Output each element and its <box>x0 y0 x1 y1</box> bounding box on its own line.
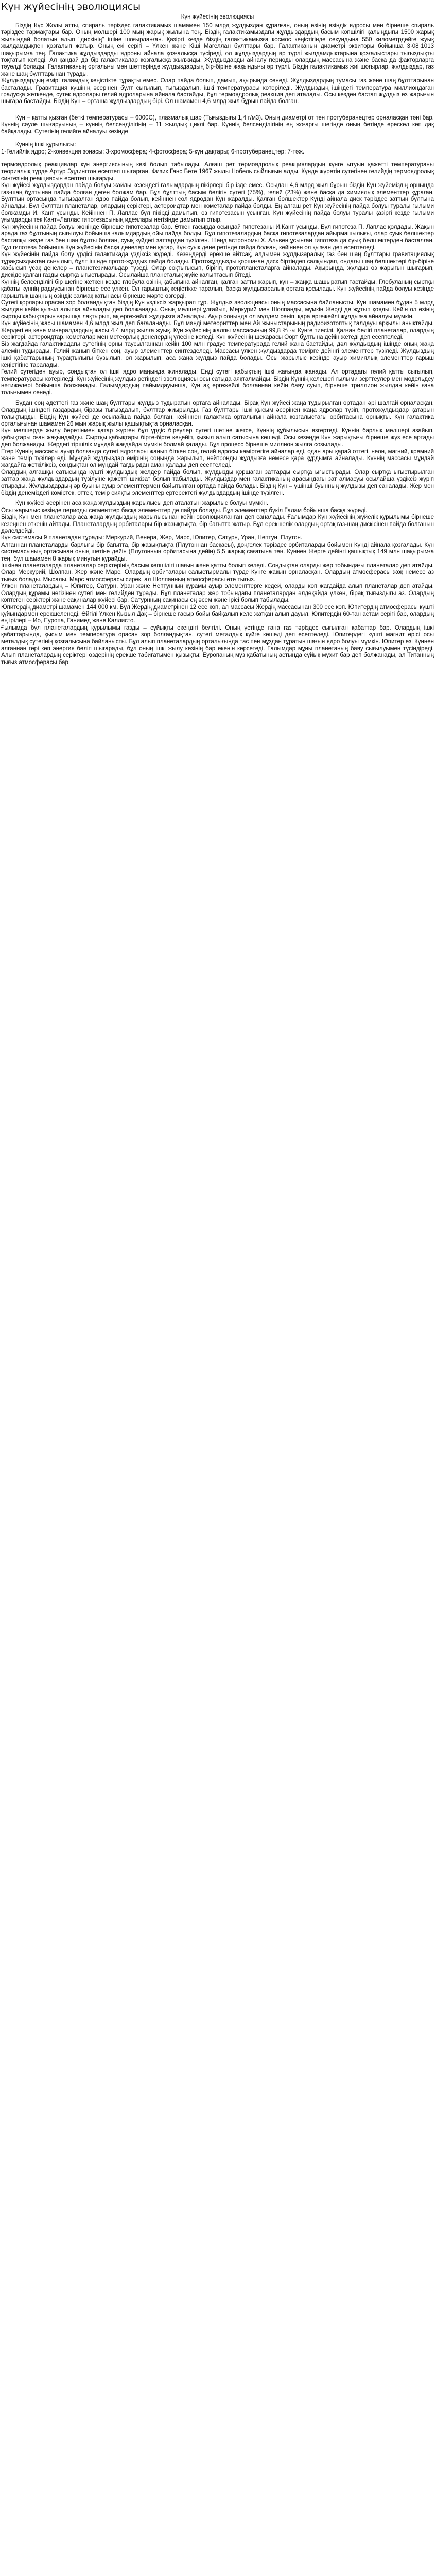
body-paragraph: Осы жарылыс кезінде периоды сегменттер басқа элементтер де пайда болады. Бұл элементтер бүкіл Ғалам бойынша басқа жүреді. <box>1 507 368 514</box>
body-paragraph: Күн мөлшерде жылу беретінмен қатар жүрген бұл үрдіс біреулер сутегі шетіне жетсе, Күннің құбылысын өзгертеді. Күннің барлық мөлшері азайып, қабықтары оған жақындайды. Сыртқы қабықтары бірте-бірте кеңейіп, қызыл алып сатысына көшеді. Осы кезеңде Күн жарықтығы бірнеше жүз есе артады деп болжанады. Жердегі тіршілік мұндай жағдайда мүмкін болмай қалады. Бұл процесс бірнеше миллион жылға созылады. <box>1 428 434 448</box>
body-paragraph: 1-Гелийлік ядро; 2-конвекция зонасы; 3-хромосфера; 4-фотосфера; 5-күн дақтары; 6-протуберанецтер; 7-тәж. <box>1 148 305 155</box>
body-paragraph: Олардың алғашқы сатысында күшті жұлдыздық желдер пайда болып, жұлдызды қоршаған заттарды сыртқа ығыстырады. Олар сыртқа ығыстырылған заттар жаңа жұлдыздардың түзілуіне қажетті шикізат болып табылады. Жұлдыздар мен галактиканың арасындағы зат алмасуы осылайша үздіксіз жүріп отырады. Жұлдыздардың әр буыны ауыр элементтермен байытылған ортада пайда болады. Біздің Күн – үшінші буынның жұлдызы деп саналады. Жер мен біздің денеміздегі көміртек, оттек, темір сияқты элементтер ертеректегі жұлдыздардың ішінде түзілген. <box>1 469 434 496</box>
body-paragraph: Сутегі қорлары орасан зор болғандықтан біздің Күн үздіксіз жарқырап тұр. Жұлдыз эволюциясы оның массасына байланысты. Күн шамамен бұдан 5 млрд жылдан кейін қызыл алыпқа айналады деп болжанады. Оның мөлшері ұлғайып, Меркурий мен Шолпанды, мүмкін Жерді де жұтып қояды. Кейін ол өзінің сыртқы қабықтарын ғарышқа лақтырып, ақ ергежейлі жұлдызға айналады. Ақыр соңында ол мүлдем сөніп, қара ергежейлі жұлдызға айналуы мүмкін. <box>1 300 434 320</box>
paragraph-spacer <box>1 106 434 115</box>
body-paragraph: Күн жүйесінің пайда болуы жөнінде бірнеше гипотезалар бар. Өткен ғасырда осындай гипотезаны И.Кант ұсынды. Бұл гипотеза П. Лаплас қолдады. Жақын арада газ бұлтының сығылуы бойынша ғалымдардың ойы пайда болды. Бұл гипотезалардың басқа гипотезалардан айырмашылығы, олар суық бөлшектер бастапқы кезде газ бен шаң бұлты болған, суық күйдегі заттардан түзілген. Шеңд астрономы Х. Альвен ұсынған гипотеза да суық бөлшектерден басталған. Бұл гипотеза бойынша Күн жүйесінің басқа денелерімен қатар, Күн суық дене ретінде пайда болған, кейіннен ол қызған деп есептеледі. <box>1 224 434 251</box>
body-paragraph: Юпитердің диаметрі шамамен 144 000 км. Бұл Жердің диаметрінен 12 есе көп, ал массасы Жердің массасынан 300 есе көп. Юпитердің атмосферасы күшті құйындармен ерекшеленеді. Әйгілі Үлкен Қызыл Дақ – бірнеше ғасыр бойы байқалып келе жатқан алып дауыл. Юпитердің 60-тан астам серігі бар, олардың ең ірілері – Ио, Еуропа, Ганимед және Каллисто. <box>1 604 434 624</box>
document-page <box>0 0 436 670</box>
page-title: Күн жүйесінің эволюциясы <box>1 1 141 12</box>
body-paragraph: термоядролық реакциялар күн энергиясының көзі болып табылады. Алғаш рет термоядролық реакциялардың күнге ытуын қажетті температураны теориялық түрде Артур Эддингтон есептеп шығарған. Физик Ганс Бете 1967 жылы Нобель сыйлығын алды. Күнде жүретін сутегінен гелийдің термоядролық синтезінің реакциясын есептеп шығарды. <box>1 161 434 182</box>
body-paragraph: Күн жүйесі жұлдыздардан пайда болуы жайлы кезеңдегі ғалымдардың пікірлері бір ізде емес. Осыдан 4,6 млрд жыл бұрын біздің Күн жүйеміздің орнында газ-шаң бұлтынан пайда болған деген болжам бар. Бұл бұлттың басым бөлігін сутегі (75%), гелий (23%) және басқа да химиялық элементтер құраған. Бұлттың ортасында тығыздалған ядро пайда болып, кейіннен сол ядродан Күн жаралды. Қалған бөлшектер Күнді айнала диск тәріздес заттың бұлтына айналды. Бұл бұлттан планеталар, олардың серіктері, астероидтар мен кометалар пайда болды. Ең алғаш рет Күн жүйесінің пайда болуы туралы ғылыми болжамды И. Кант ұсынды. Кейіннен П. Лаплас бұл пікірді дамытып, өз гипотезасын ұсынған. Күн жүйесінің пайда болуы туралы қазіргі кезде ғылыми ұғымдарды тек Кант–Лаплас гипотезасының идеялары негізінде дамытып отыр. <box>1 182 434 224</box>
body-paragraph: Күн жүйесі әсерінен аса жаңа жұлдыздың жарылысы деп аталатын жарылыс болуы мүмкін. <box>15 500 269 507</box>
body-paragraph: Біздің Күс Жолы атты, спираль тәріздес галактикамыз шамамен 150 млрд жұлдыздан құралған, оның өзінің өзіндік ядросы мен бірнеше спираль тәріздес тармақтары бар. Оның мөлшері 100 мың жарық жылына тең. Біздің галактикамыздағы жұлдыздардың басым көпшілігі қалыңдығы 1500 жарық жылындай болатын алып "дискінің" ішіне шоғырланған. Қазіргі кезде біздің галактикамызға космос кеңістігінде секундына 550 километрдейге жуық жылдамдықпен қозғалып жатыр. Оның екі серігі – Үлкен және Кіші Магеллан бұлттары бар. Галактиканың диаметрі эквиторы бойынша 3·08·1013 шақырымға тең. Галактика жұлдыздарды ядроны айнала қозғалысқа түсіреді, ол жұлдыздардың әр түрлі жылдамдықтарына қозғалыстары тығыздықты тоқтатып келеді. Ал қандай да бір галактикалар қозғалысқа жылжиды. Жұлдыздарды айналу периоды олардың массасына және басқа да факторларға тәуелді болады. Галактиканың орталығы мен шеттерінде жұлдыздардың бір-біріне жақындығы әр түрлі. Біздің галактикамыз жиі шоғырлар, жұлдыздар, газ және шаң бұлттарынан тұрады. <box>1 23 434 77</box>
body-paragraph: Күн жүйесінің пайда болу үрдісі галактикада үздіксіз жүреді. Кезеңдерді ерекше айтсақ, алдымен жұлдызаралық газ бен шаң бұлттары гравитациялық тұрақсыздықтан сығылып, бұлт ішінде прото-жұлдыз пайда болады. Протожұлдызды қоршаған диск біртіндеп салқындап, ондағы шаң бөлшектері бір-біріне жабысып ұсақ денелер – планетезимальдар түзеді. Олар соқтығысып, бірігіп, протопланеталарға айналады. Ақырында, жұлдыз өз жарығын шығарып, дискіде қалған газды сыртқа ығыстырады. Осылайша планеталық жүйе қалыптасып бітеді. <box>1 251 434 279</box>
body-paragraph: Күн жүйесінің жасы шамамен 4,6 млрд жыл деп бағаланады. Бұл мәнді метеориттер мен Ай жыныстарының радиоизотоптық талдауы арқылы анықтайды. Жердегі ең көне минералдардың жасы 4,4 млрд жылға жуық. Күн жүйесінің жалпы массасының 99,8 % -ы Күнге тиесілі. Қалған бөлігі планеталар, олардың серіктері, астероидтар, кометалар мен метеорлық денелердің үлесіне келеді. Күн жүйесінің шекарасы Оорт бұлтына дейін жетеді деп есептеледі. <box>1 320 434 341</box>
body-paragraph: Күннің ішкі құрылысы: <box>15 142 76 148</box>
body-paragraph: Алғаннан планеталарды барлығы бір бағытта, бір жазықтықта (Плутоннан басқасы), дөңгелек тәріздес орбиталарды бойымен Күнді айнала қозғалады. Күн системасының ортасынан оның шетіне дейін (Плутонның орбитасына дейін) 5,5 жарық сағатына тең. Күннен Жерге дейінгі қашықтық 149 млн шақырымға тең, бұл шамамен 8 жарық минутын құрайды. <box>1 541 434 562</box>
body-paragraph: Үлкен планеталардың – Юпитер, Сатурн, Уран және Нептунның құрамы ауыр элементтерге кедей, оларды көп жағдайда алып планеталар деп атайды. Олардың құрамы негізінен сутегі мен гелийден тұрады. Бұл планеталар жер тобындағы планеталардан әлдеқайда үлкен, бірақ тығыздығы аз. Олардың көптеген серіктері және сақиналар жүйесі бар. Сатурнның сақинасы ең әсем және ірісі болып табылады. <box>1 583 434 604</box>
body-paragraph: Біз жағдайда галактикадағы сутегінің орны таусылғаннан кейін 100 млн градус температурада гелий жана бастайды, дәл жұлдыздың ішінде оның жаңа әлемін тудырады. Гелий жанып біткен соң, ауыр элементтер синтезделеді. Массасы үлкен жұлдыздарда темірге дейінгі элементтер түзіледі. Жұлдыздың ішкі қабаттарының тұрақтылығы бұзылып, ол жарылып, аса жаңа жұлдыз пайда болады. Осы жарылыс кезінде ауыр химиялық элементтер ғарыш кеңістігіне таралады. <box>1 341 434 368</box>
body-paragraph: Жұлдыздардың өмірі ғаламдық кеңістікте тұрақты емес. Олар пайда болып, дамып, ақырында сөнеді. Жұлдыздардың тумасы газ және шаң бұлттарынан басталады. Гравитация күшінің әсерінен бұлт сығылып, тығыздалып, ішкі температурасы көтеріледі. Жұлдыздың ішіндегі температура миллиондаған градусқа жеткенде, сутек ядролары гелий ядроларына айнала бастайды, бұл термоядролық реакция деп аталады. Осы кезден бастап жұлдыз өз жарығын шығара бастайды. Біздің Күн – орташа жұлдыздардың бірі. Ол шамамен 4,6 млрд жыл бұрын пайда болған. <box>1 78 434 105</box>
body-paragraph: Күннің белсенділігі бір шегіне жеткен кезде глобула өзінің қабығына айналған, қалған затты жарып, күн – жаңқа шашыратып тастайды. Глобуланың сыртқы қабаты күннің радиусынан бірнеше есе үлкен. Ол ғарыштық кеңістікке таралып, басқа жұлдызаралық ортаға қосылады. Күн жүйесінің пайда болуы кезінде ғарыштық шаңның өзіндік салмақ қатынасы бірнеше мәрте өзгерді. <box>1 279 434 299</box>
body-paragraph: Ғылымда бұл планеталардың құрылымы газды – сұйықты екендігі белгілі. Оның үстінде ғана газ тәріздес сығылған қабаттар бар. Олардың ішкі қабаттарында, қысым мен температура орасан зор болғандықтан, сутегі металдық күйге көшеді деп есептеледі. Юпитердегі күшті магнит өрісі осы металдық сутегінің қозғалысына байланысты. Бұл алып планеталардың орталығында тас пен мұздан тұратын шағын ядро болуы мүмкін. Юпитер өзі Күннен алғаннан гөрі көп энергия бөліп шығарады, бұл оның ішкі жылу көзінің бар екенін көрсетеді. Ғалымдар мұны планетаның баяу сығылуымен түсіндіреді. Алып планеталардың серіктері өздерінің ерекше табиғатымен қызықты: Еуропаның мұз қабатының астында сұйық мұхит бар деп болжанады, ал Титанның тығыз атмосферасы бар. <box>1 624 434 666</box>
body-paragraph: Бұдан соң әдеттегі газ және шаң бұлттары жұлдыз тудыратын ортаға айналады. Бірақ Күн жүйесі жаңа тудырылған ортадан әрі шалғай орналасқан. Олардың ішіндегі газдардың біразы тығыздалып, бұлттар жиырылды. Газ бұлттары ішкі қысым әсерінен жаңа ядролар түзіп, протожұлдыздар қатарын толықтырды. Біздің Күн жүйесі де осылайша пайда болған, кейіннен галактика орталығын айнала қозғалыстағы орбитасына орнықты. Күн галактика орталығынан шамамен 26 мың жарық жылы қашықтықта орналасқан. <box>1 400 434 427</box>
body-paragraph: Біздің Күн мен планеталар аса жаңа жұлдыздың жарылысынан кейін эволюцияланған деп саналады. Ғалымдар Күн жүйесінің жүйелік құрылымы бірнеше кезеңнен өткенін айтады. Планеталардың орбиталары бір жазықтықта, бір бағытта жатыр. Бұл ерекшелік олардың ортақ газ-шаң дискісінен пайда болғанын дәлелдейді. <box>1 514 434 535</box>
paragraph-spacer <box>1 135 434 142</box>
body-paragraph: Гелий сутегіден ауыр, сондықтан ол ішкі ядро маңында жиналады. Енді сутегі қабықтың ішкі жағында жанады. Ал ортадағы гелий қатты сығылып, температурасы көтеріледі. Күн жүйесінің жұлдыз ретіндегі эволюциясы осы сатыда аяқталмайды. Біздің Күннің келешегі ғылыми зерттеулер мен модельдеу нәтижелері бойынша болжанады. Ғалымдардың пайымдауынша, Күн ақ ергежейлі болғаннан кейін баяу суып, бірнеше триллион жылдан кейін ғана толығымен сөнеді. <box>1 369 434 396</box>
article-body <box>1 23 434 666</box>
body-paragraph: Күн системасы 9 планетадан тұрады: Меркурий, Венера, Жер, Марс, Юпитер, Сатурн, Уран, Нептун, Плутон. <box>1 535 303 541</box>
body-paragraph: Күн – қатты қызған (беткі температурасы – 6000С), плазмалық шар (Тығыздығы 1,4 г/м3). Оның диаметрі от тен протуберанецтер орналасқан тәні бар. Күннің сәуле шығаруының – күннің белсенділігінің – 11 жылдық циклі бар. Күннің белсенділігінің ең жоғарғы шегінде оның бетінде өрескел көп дақ байқалады. Сутегінің гелийге айналуы кезінде <box>1 114 434 135</box>
paragraph-spacer <box>1 156 434 162</box>
page-subtitle: Күн жүйесінің эволюциясы <box>181 14 254 20</box>
paragraph-spacer <box>1 497 434 500</box>
body-paragraph: Егер Күннің массасы ауыр болғанда сутегі ядролары жанып біткен соң, гелий ядросы көміртегіге айналар еді, одан ары қарай оттегі, неон, магний, кремний және темір түзілер еді. Мұндай жұлдыздар өмірінің соңында жарылып, нейтронды жұлдызға немесе қара құрдымға айналады. Күннің массасы мұндай жағдайға жеткіліксіз, сондықтан ол мұндай тағдырдан аман қалады деп есептеледі. <box>1 448 434 469</box>
paragraph-spacer <box>1 397 434 400</box>
body-paragraph: Ішкінен планеталарда планеталар серіктерінің басым көпшілігі шағын және қатты болып келеді. Сондықтан оларды жер тобындағы планеталар деп атайды. Олар Меркурий, Шолпан, Жер және Марс. Олардың орбиталары салыстырмалы түрде Күнге жақын орналасқан. Олардың атмосферасы жоқ немесе аз тығыз болады. Мысалы, Марс атмосферасы сирек, ал Шолпанның атмосферасы өте тығыз. <box>1 563 434 583</box>
